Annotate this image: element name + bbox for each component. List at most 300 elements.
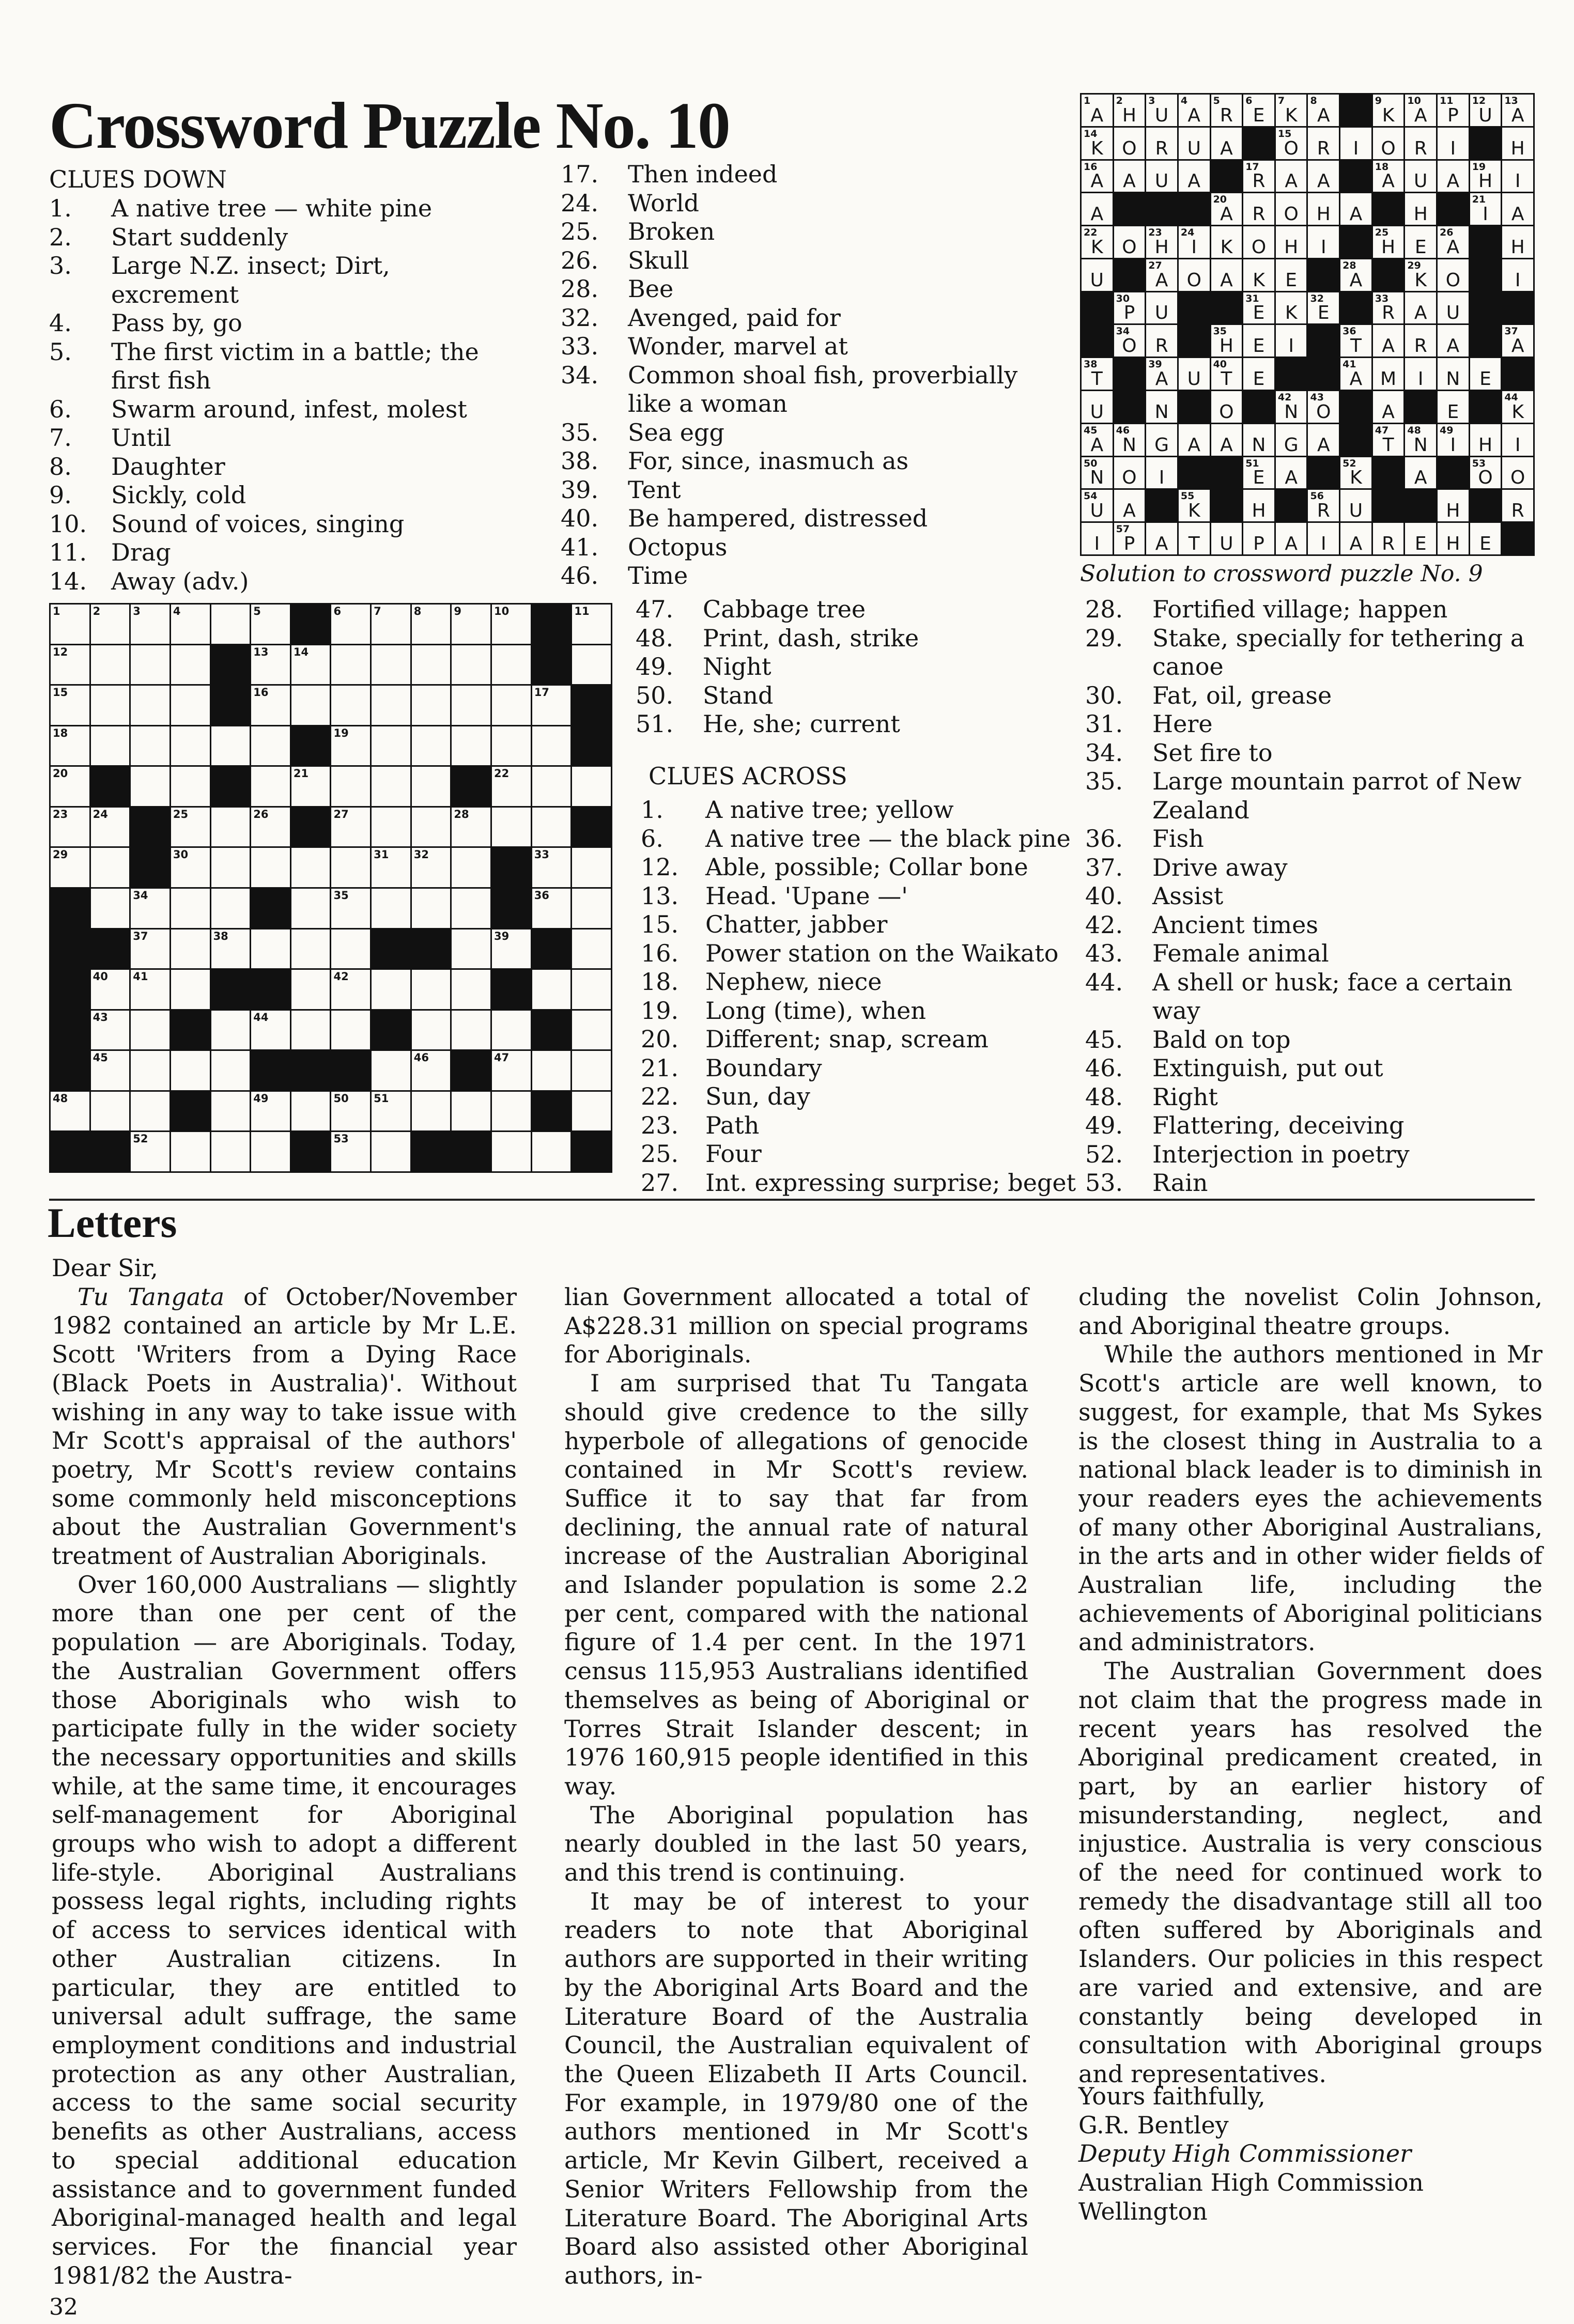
grid-cell [290,766,331,807]
grid-cell [170,847,210,888]
solution-cell [1081,423,1114,456]
cell-number: 51 [374,1092,389,1105]
black-square [290,604,331,645]
solution-cell [1469,94,1502,127]
cell-number: 15 [53,686,68,699]
clue-number: 12. [641,853,679,881]
clue-item [1085,1140,1545,1169]
clue-text: Different; snap, scream [705,1025,989,1053]
grid-cell [290,1091,331,1132]
grid-cell [531,1050,572,1091]
grid-cell [451,604,491,645]
grid-cell [491,644,532,685]
clue-text: Boundary [705,1053,822,1082]
cell-number: 2 [1116,95,1123,106]
clue-item [636,710,1059,739]
grid-cell [411,725,451,766]
black-square [130,807,171,847]
solution-letter: O [1122,467,1137,489]
cell-number: 56 [1310,490,1324,502]
letter-office: Australian High Commission [1078,2168,1424,2197]
black-square [451,1050,491,1091]
solution-cell [1178,94,1210,127]
grid-cell [331,644,371,685]
cell-number: 44 [1504,392,1518,404]
cell-number: 12 [53,645,68,658]
clue-item [49,194,514,223]
solution-letter: A [1090,204,1104,225]
solution-letter: K [1285,104,1298,126]
clue-text: Ancient times [1152,910,1318,939]
grid-cell [572,888,612,928]
cell-number: 25 [173,808,189,820]
clue-text: Assist [1152,882,1224,910]
clue-number: 34. [1085,738,1123,767]
black-square [1437,193,1470,226]
clue-number: 36. [1085,825,1123,853]
solution-letter: H [1413,204,1428,225]
black-square [1340,160,1372,193]
black-square [331,1050,371,1091]
solution-letter: U [1187,137,1201,159]
clue-item [1085,1169,1545,1198]
grid-cell [130,725,171,766]
solution-letter: A [1349,533,1363,554]
black-square [1340,391,1372,424]
clue-text: Pass by, go [111,309,242,337]
solution-cell [1275,258,1307,291]
grid-cell [290,685,331,726]
black-square [290,1132,331,1172]
cell-number: 55 [1180,490,1195,502]
solution-letter: A [1155,368,1168,390]
clue-number: 40. [561,504,599,532]
clue-text: Stand [703,681,774,709]
grid-cell [411,847,451,888]
black-square [451,766,491,807]
clue-text: Sound of voices, singing [111,509,405,538]
solution-letter: O [1219,401,1234,423]
black-square [50,1010,90,1050]
grid-cell [531,969,572,1010]
cell-number: 20 [1213,194,1227,206]
black-square [290,807,331,847]
cell-number: 10 [1407,95,1421,106]
clue-text: Sickly, cold [111,481,246,509]
solution-letter: A [1220,269,1233,291]
letter-signature [1078,2082,1542,2226]
clue-text: Head. 'Upane —' [705,881,908,910]
grid-cell [50,604,90,645]
black-square [491,969,532,1010]
clues-down-list-3 [636,595,1059,739]
solution-cell [1307,291,1340,324]
solution-cell [1275,94,1307,127]
solution-cell [1243,358,1275,391]
grid-cell [290,847,331,888]
clue-item [641,853,1085,882]
page-number: 32 [49,2294,78,2320]
grid-cell [411,1010,451,1050]
clue-text: Time [628,562,688,590]
clue-item [1085,968,1545,1026]
solution-letter: H [1284,236,1299,258]
solution-cell [1178,423,1210,456]
cell-number: 23 [53,808,68,820]
letter-closing: Yours faithfully, [1078,2082,1266,2110]
grid-cell [451,807,491,847]
black-square [1113,258,1146,291]
black-square [1113,193,1146,226]
cell-number: 32 [1310,292,1324,304]
clue-item [641,1082,1085,1111]
cell-number: 15 [1277,128,1292,140]
clue-item [1085,854,1545,882]
black-square [371,1010,411,1050]
clue-item [49,538,514,567]
solution-letter: A [1285,533,1298,554]
black-square [1113,391,1146,424]
solution-letter: H [1381,236,1396,258]
solution-letter: H [1478,171,1493,192]
grid-cell [572,928,612,969]
black-square [572,725,612,766]
grid-cell [411,604,451,645]
black-square [170,1091,210,1132]
grid-cell [411,1050,451,1091]
solution-cell [1275,423,1307,456]
grid-cell [451,685,491,726]
clue-item [49,223,514,252]
grid-cell [90,685,130,726]
cell-number: 52 [1342,457,1356,469]
black-square [1146,193,1178,226]
black-square [1405,391,1437,424]
clue-item [561,218,1036,246]
grid-cell [331,1010,371,1050]
clue-text: A native tree; yellow [705,796,954,824]
cell-number: 30 [173,848,189,861]
clue-item [636,653,1059,681]
cell-number: 28 [454,808,469,820]
clue-text: Female animal [1152,939,1329,967]
black-square [1178,291,1210,324]
black-square [1210,291,1243,324]
solution-cell [1178,489,1210,522]
solution-cell [1210,127,1243,160]
solution-letter: G [1284,434,1299,456]
clue-number: 32. [561,303,599,332]
black-square [1437,456,1470,489]
solution-letter: I [1320,236,1326,258]
grid-cell [210,928,251,969]
clue-item [49,395,514,424]
solution-letter: H [1446,533,1460,554]
clue-number: 14. [49,567,87,595]
black-square [1243,391,1275,424]
clue-item [49,567,514,596]
clue-text: Bald on top [1152,1025,1291,1053]
clue-text: Four [705,1140,762,1168]
grid-cell [331,888,371,928]
grid-cell [251,1132,291,1172]
solution-cell [1340,258,1372,291]
solution-letter: A [1187,171,1201,192]
cell-number: 28 [1342,259,1356,271]
solution-letter: E [1253,302,1265,324]
clue-number: 37. [1085,853,1123,881]
clue-number: 1. [641,796,663,824]
cell-number: 53 [1472,457,1486,469]
clue-text: Avenged, paid for [628,303,841,332]
letter-city: Wellington [1078,2197,1208,2225]
solution-letter: A [1382,401,1395,423]
cell-number: 22 [494,767,510,780]
cell-number: 3 [1148,95,1155,106]
clue-text: He, she; current [703,710,900,738]
solution-letter: O [1284,204,1299,225]
solution-letter: R [1317,137,1330,159]
clue-text: Interjection in poetry [1152,1140,1410,1168]
black-square [50,969,90,1010]
clue-item [641,997,1085,1026]
solution-letter: U [1478,104,1492,126]
solution-letter: A [1285,171,1298,192]
clue-number: 24. [561,189,599,217]
cell-number: 48 [1407,424,1421,436]
grid-cell [90,604,130,645]
solution-letter: A [1382,335,1395,357]
black-square [1502,358,1534,391]
cell-number: 22 [1084,227,1098,239]
solution-letter: P [1123,302,1135,324]
clue-text: A shell or husk; face a certain way [1152,968,1513,1025]
section-divider [49,1199,1535,1201]
letters-heading: Letters [48,1199,177,1246]
cell-number: 39 [494,929,510,942]
solution-cell [1243,94,1275,127]
solution-letter: O [1186,269,1201,291]
clue-number: 3. [49,252,72,280]
solution-cell [1469,358,1502,391]
grid-cell [411,766,451,807]
grid-cell [331,1132,371,1172]
clue-item [1085,1054,1545,1083]
solution-letter: E [1317,302,1330,324]
solution-letter: U [1414,171,1428,192]
black-square [210,685,251,726]
solution-cell [1502,94,1534,127]
solution-cell [1113,522,1146,555]
clue-number: 13. [641,881,679,910]
black-square [371,928,411,969]
solution-cell [1502,127,1534,160]
solution-cell [1372,423,1405,456]
black-square [1146,489,1178,522]
clue-item [1085,882,1545,911]
solution-cell [1081,160,1114,193]
solution-cell [1146,160,1178,193]
black-square [1113,358,1146,391]
cell-number: 26 [1440,227,1454,239]
solution-cell [1405,522,1437,555]
black-square [1469,291,1502,324]
clue-item [641,1140,1085,1169]
clue-item [561,246,1036,275]
solution-letter: A [1349,269,1363,291]
grid-cell [290,928,331,969]
black-square [170,1010,210,1050]
solution-letter: I [1159,467,1165,489]
clue-number: 48. [636,624,674,652]
cell-number: 30 [1116,292,1130,304]
black-square [1178,324,1210,358]
solution-letter: R [1155,137,1168,159]
grid-cell [331,969,371,1010]
clues-across-list-2 [1085,595,1545,1198]
grid-cell [90,644,130,685]
clue-text: Right [1152,1082,1218,1111]
clue-item [641,1169,1085,1198]
clue-number: 50. [636,681,674,709]
grid-cell [411,969,451,1010]
clue-number: 38. [561,447,599,475]
cell-number: 19 [333,726,349,739]
solution-letter: T [1350,335,1362,357]
solution-cell [1372,291,1405,324]
black-square [411,928,451,969]
cell-number: 24 [92,808,108,820]
solution-cell [1275,391,1307,424]
grid-cell [90,969,130,1010]
clue-text: Be hampered, distressed [628,504,928,532]
clue-number: 51. [636,710,674,738]
solution-letter: H [1446,500,1460,522]
black-square [1178,456,1210,489]
solution-cell [1372,94,1405,127]
clue-text: Broken [628,218,715,245]
solution-letter: O [1478,467,1493,489]
solution-letter: O [1510,467,1525,489]
clue-item [1085,825,1545,854]
solution-cell [1405,94,1437,127]
letter-signer: G.R. Bentley [1078,2111,1229,2139]
clue-number: 8. [49,452,72,481]
cell-number: 38 [1084,359,1098,370]
black-square [90,928,130,969]
cell-number: 9 [454,605,462,617]
cell-number: 40 [92,970,108,983]
solution-cell [1502,226,1534,259]
solution-letter: U [1220,533,1233,554]
solution-letter: A [1414,302,1427,324]
clue-item [641,1054,1085,1083]
clue-number: 22. [641,1082,679,1110]
black-square [1469,391,1502,424]
clue-text: For, since, inasmuch as [628,447,909,475]
solution-cell [1178,258,1210,291]
grid-cell [371,969,411,1010]
grid-cell [572,766,612,807]
solution-cell [1372,160,1405,193]
solution-cell [1243,291,1275,324]
solution-letter: R [1382,533,1395,554]
clue-number: 6. [49,395,72,423]
black-square [1210,160,1243,193]
solution-letter: A [1382,171,1395,192]
solution-cell [1372,324,1405,358]
solution-cell [1307,160,1340,193]
solution-letter: H [1252,500,1266,522]
clue-number: 46. [561,562,599,590]
solution-letter: U [1154,104,1169,126]
cell-number: 20 [53,767,68,780]
clue-item [641,910,1085,939]
solution-cell [1146,358,1178,391]
black-square [1210,456,1243,489]
clues-down-heading: CLUES DOWN [49,165,227,193]
cell-number: 49 [1440,424,1454,436]
grid-cell [572,604,612,645]
solution-cell [1340,324,1372,358]
solution-cell [1113,489,1146,522]
solution-letter: G [1154,434,1169,456]
cell-number: 2 [92,605,101,617]
solution-cell [1275,160,1307,193]
solution-caption: Solution to crossword puzzle No. 9 [1080,561,1483,587]
cell-number: 31 [374,848,389,861]
letter-paragraph: It may be of interest to your readers to note that Aboriginal authors are supported in their writing by the Aboriginal Arts Board and the Literature Board of the Australia Council, the Australian equivalent of the Queen Elizabeth II Arts Council. For example, in 1979/80 one of the authors mentioned in Mr Scott's article, Mr Kevin Gilbert, received a Senior Writers Fellowship from the Literature Board. The Aboriginal Arts Board also assisted other Aboriginal authors, in- [564,1887,1028,2289]
black-square [50,928,90,969]
cell-number: 48 [53,1092,68,1105]
black-square [491,888,532,928]
solution-cell [1340,489,1372,522]
solution-letter: A [1090,434,1104,456]
solution-letter: K [1220,236,1233,258]
solution-letter: A [1123,500,1136,522]
grid-cell [331,725,371,766]
cell-number: 45 [92,1051,108,1064]
solution-letter: I [1515,434,1521,456]
solution-letter: R [1414,335,1427,357]
solution-letter: K [1414,269,1427,291]
clue-text: Sea egg [628,418,724,446]
clues-across-heading: CLUES ACROSS [649,762,847,790]
solution-cell [1405,358,1437,391]
grid-cell [371,725,411,766]
solution-cell [1113,160,1146,193]
cell-number: 35 [333,889,349,902]
letter-column-3 [1078,1283,1542,2089]
grid-cell [210,1050,251,1091]
solution-cell [1081,258,1114,291]
clue-item [561,189,1036,218]
clue-text: Fortified village; happen [1152,595,1448,623]
grid-cell [290,1010,331,1050]
solution-cell [1178,522,1210,555]
letter-paragraph: The Australian Government does not claim that the progress made in recent years has resolved the Aboriginal predicament created, in part, by an earlier history of misunderstanding, neglect, and injustice. Australia is very conscious of the need for continued work to remedy the disadvantage still all too often suffered by Aboriginals and Islanders. Our policies in this respect are varied and extensive, and are constantly being developed in consultation with Aboriginal groups and representatives. [1078,1657,1542,2088]
solution-cell [1469,193,1502,226]
solution-cell [1275,291,1307,324]
letter-paragraph: Over 160,000 Australians — slightly more than one per cent of the population — are Aboriginals. Today, the Australian Government offers those Aboriginals who wish to participate fully in the wider society the necessary opportunities and skills while, at the same time, it encourages self-management for Aboriginal groups who wish to adopt a different life-style. Aboriginal Australians possess legal rights, including rights of access to services identical with other Australian citizens. In particular, they are entitled to universal adult suffrage, the same employment conditions and industrial protection as any other Australian, access to the same social security benefits as other Australians, access to special additional education assistance and to government funded Aboriginal-managed health and legal services. For the financial year 1981/82 the Austra- [52,1570,517,2289]
cell-number: 39 [1148,359,1162,370]
clue-number: 41. [561,533,599,561]
black-square [572,1132,612,1172]
cell-number: 10 [494,605,510,617]
clue-number: 20. [641,1025,679,1053]
cell-number: 9 [1375,95,1382,106]
solution-letter: E [1479,368,1491,390]
